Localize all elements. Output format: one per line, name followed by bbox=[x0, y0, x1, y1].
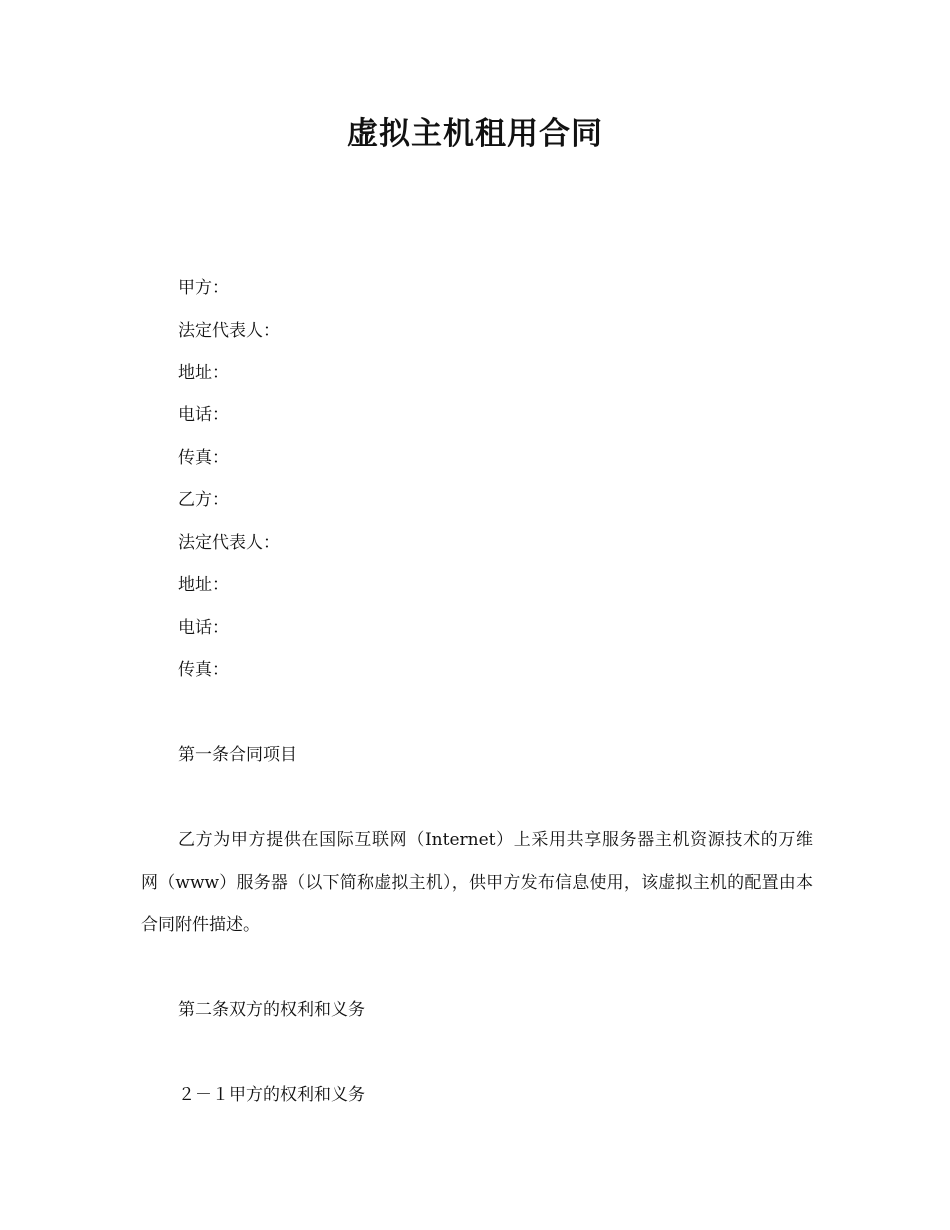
party-b-representative: 法定代表人： bbox=[178, 533, 280, 553]
article1-heading: 第一条合同项目 bbox=[178, 745, 297, 765]
party-b-fax: 传真： bbox=[178, 660, 229, 680]
article1-paragraph-line: 网（www）服务器（以下简称虚拟主机），供甲方发布信息使用，该虚拟主机的配置由本 bbox=[141, 873, 813, 893]
party-b-address: 地址： bbox=[178, 575, 229, 595]
article2-heading: 第二条双方的权利和义务 bbox=[178, 1000, 365, 1020]
party-a-fax: 传真： bbox=[178, 448, 229, 468]
party-a-phone: 电话： bbox=[178, 405, 229, 425]
article1-paragraph-line: 乙方为甲方提供在国际互联网（Internet）上采用共享服务器主机资源技术的万维 bbox=[178, 830, 813, 850]
party-a-representative: 法定代表人： bbox=[178, 321, 280, 341]
article1-paragraph-line: 合同附件描述。 bbox=[141, 915, 260, 935]
party-a-address: 地址： bbox=[178, 363, 229, 383]
article2-subheading: ２－１甲方的权利和义务 bbox=[178, 1085, 365, 1105]
document-title: 虚拟主机租用合同 bbox=[347, 116, 603, 152]
party-b-phone: 电话： bbox=[178, 618, 229, 638]
party-a-label: 甲方： bbox=[178, 278, 229, 298]
party-b-label: 乙方： bbox=[178, 490, 229, 510]
